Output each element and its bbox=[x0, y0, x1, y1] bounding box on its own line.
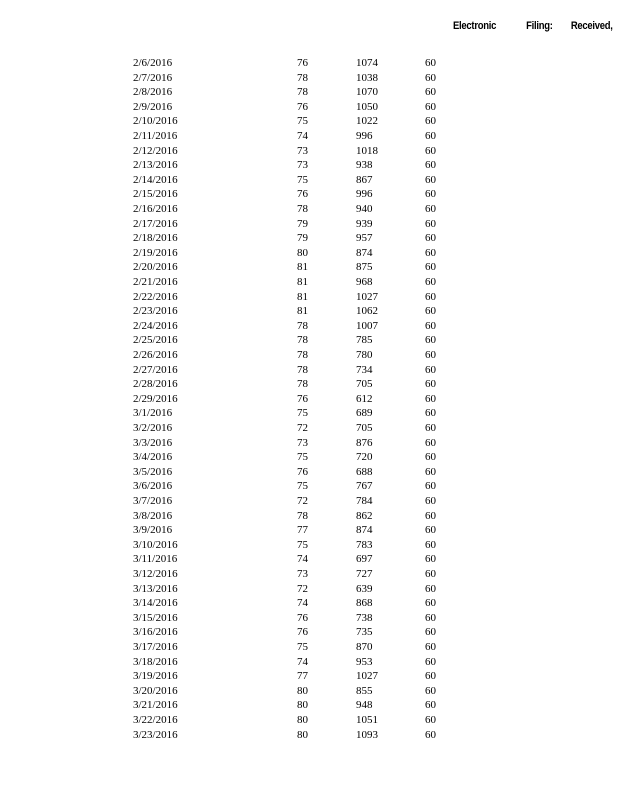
value-b-cell: 689 bbox=[356, 407, 373, 420]
date-cell: 2/10/2016 bbox=[133, 115, 178, 128]
value-c-cell: 60 bbox=[425, 728, 436, 741]
value-c-cell: 60 bbox=[425, 611, 436, 624]
value-b-cell: 996 bbox=[356, 130, 373, 142]
date-cell: 2/17/2016 bbox=[133, 217, 178, 230]
date-cell: 3/15/2016 bbox=[133, 611, 178, 624]
value-c-cell: 60 bbox=[425, 670, 436, 683]
value-b-cell: 688 bbox=[356, 465, 373, 478]
table-row bbox=[0, 246, 618, 261]
value-c-cell: 60 bbox=[425, 305, 436, 318]
value-a-cell: 78 bbox=[297, 349, 308, 361]
value-a-cell: 75 bbox=[297, 538, 308, 551]
value-a-cell: 76 bbox=[297, 392, 308, 405]
date-cell: 2/8/2016 bbox=[133, 86, 173, 99]
header-filing: Filing: bbox=[526, 20, 553, 32]
value-c-cell: 60 bbox=[425, 465, 436, 478]
date-cell: 3/9/2016 bbox=[133, 524, 173, 537]
value-b-cell: 939 bbox=[356, 217, 373, 230]
value-a-cell: 73 bbox=[297, 436, 308, 449]
table-row bbox=[0, 582, 618, 597]
value-b-cell: 1018 bbox=[356, 144, 378, 157]
value-b-cell: 735 bbox=[356, 626, 373, 639]
date-cell: 2/20/2016 bbox=[133, 261, 178, 274]
value-c-cell: 60 bbox=[425, 407, 436, 420]
value-b-cell: 1022 bbox=[356, 115, 378, 128]
value-b-cell: 996 bbox=[356, 188, 373, 201]
date-cell: 2/13/2016 bbox=[133, 159, 178, 172]
value-c-cell: 60 bbox=[425, 159, 436, 172]
value-c-cell: 60 bbox=[425, 203, 436, 215]
value-b-cell: 1070 bbox=[356, 86, 378, 99]
value-c-cell: 60 bbox=[425, 714, 436, 726]
table-row bbox=[0, 494, 618, 509]
value-c-cell: 60 bbox=[425, 684, 436, 697]
date-cell: 3/5/2016 bbox=[133, 465, 173, 478]
value-a-cell: 78 bbox=[297, 363, 308, 376]
table-row bbox=[0, 596, 618, 611]
date-cell: 3/22/2016 bbox=[133, 714, 178, 726]
table-row bbox=[0, 275, 618, 290]
value-b-cell: 1062 bbox=[356, 305, 378, 318]
value-a-cell: 78 bbox=[297, 203, 308, 215]
value-b-cell: 1027 bbox=[356, 670, 378, 683]
value-b-cell: 953 bbox=[356, 655, 373, 668]
header-received: Received, bbox=[570, 20, 613, 32]
table-row bbox=[0, 173, 618, 188]
value-c-cell: 60 bbox=[425, 626, 436, 639]
value-c-cell: 60 bbox=[425, 597, 436, 610]
value-a-cell: 78 bbox=[297, 319, 308, 332]
value-b-cell: 948 bbox=[356, 699, 373, 712]
date-cell: 2/12/2016 bbox=[133, 144, 178, 157]
date-cell: 3/3/2016 bbox=[133, 436, 173, 449]
table-row bbox=[0, 377, 618, 392]
value-a-cell: 78 bbox=[297, 378, 308, 391]
value-a-cell: 80 bbox=[297, 684, 308, 697]
value-a-cell: 72 bbox=[297, 495, 308, 507]
value-b-cell: 1050 bbox=[356, 100, 378, 113]
table-row bbox=[0, 85, 618, 100]
value-c-cell: 60 bbox=[425, 582, 436, 595]
table-row bbox=[0, 406, 618, 421]
value-a-cell: 78 bbox=[297, 334, 308, 347]
value-b-cell: 855 bbox=[356, 684, 373, 697]
value-a-cell: 77 bbox=[297, 670, 308, 683]
value-b-cell: 705 bbox=[356, 378, 373, 391]
value-a-cell: 80 bbox=[297, 246, 308, 259]
value-c-cell: 60 bbox=[425, 655, 436, 668]
value-b-cell: 734 bbox=[356, 363, 373, 376]
table-row bbox=[0, 611, 618, 626]
value-b-cell: 870 bbox=[356, 641, 373, 653]
value-c-cell: 60 bbox=[425, 641, 436, 653]
value-c-cell: 60 bbox=[425, 334, 436, 347]
table-row bbox=[0, 217, 618, 232]
value-c-cell: 60 bbox=[425, 553, 436, 566]
value-a-cell: 80 bbox=[297, 699, 308, 712]
value-b-cell: 767 bbox=[356, 480, 373, 493]
table-row bbox=[0, 479, 618, 494]
value-c-cell: 60 bbox=[425, 232, 436, 245]
value-a-cell: 75 bbox=[297, 173, 308, 186]
value-b-cell: 727 bbox=[356, 568, 373, 580]
value-c-cell: 60 bbox=[425, 480, 436, 493]
value-b-cell: 705 bbox=[356, 422, 373, 434]
table-row bbox=[0, 100, 618, 115]
value-b-cell: 1007 bbox=[356, 319, 378, 332]
value-b-cell: 612 bbox=[356, 392, 373, 405]
table-row bbox=[0, 728, 618, 743]
value-b-cell: 940 bbox=[356, 203, 373, 215]
date-cell: 2/21/2016 bbox=[133, 276, 178, 288]
table-row bbox=[0, 260, 618, 275]
value-a-cell: 76 bbox=[297, 100, 308, 113]
table-row bbox=[0, 363, 618, 378]
value-c-cell: 60 bbox=[425, 524, 436, 537]
value-c-cell: 60 bbox=[425, 276, 436, 288]
date-cell: 3/12/2016 bbox=[133, 568, 178, 580]
date-cell: 3/1/2016 bbox=[133, 407, 173, 420]
table-row bbox=[0, 421, 618, 436]
value-c-cell: 60 bbox=[425, 349, 436, 361]
value-c-cell: 60 bbox=[425, 392, 436, 405]
date-cell: 3/19/2016 bbox=[133, 670, 178, 683]
date-cell: 3/23/2016 bbox=[133, 728, 178, 741]
date-cell: 3/7/2016 bbox=[133, 495, 173, 507]
value-c-cell: 60 bbox=[425, 86, 436, 99]
value-c-cell: 60 bbox=[425, 363, 436, 376]
date-cell: 2/28/2016 bbox=[133, 378, 178, 391]
value-a-cell: 78 bbox=[297, 509, 308, 522]
value-b-cell: 1093 bbox=[356, 728, 378, 741]
value-b-cell: 780 bbox=[356, 349, 373, 361]
table-row bbox=[0, 655, 618, 670]
value-a-cell: 76 bbox=[297, 465, 308, 478]
date-cell: 2/22/2016 bbox=[133, 290, 178, 303]
value-c-cell: 60 bbox=[425, 188, 436, 201]
date-cell: 3/13/2016 bbox=[133, 582, 178, 595]
value-a-cell: 75 bbox=[297, 451, 308, 464]
value-b-cell: 738 bbox=[356, 611, 373, 624]
value-a-cell: 74 bbox=[297, 130, 308, 142]
table-row bbox=[0, 713, 618, 728]
date-cell: 3/21/2016 bbox=[133, 699, 178, 712]
table-row bbox=[0, 319, 618, 334]
date-cell: 2/14/2016 bbox=[133, 173, 178, 186]
table-row bbox=[0, 552, 618, 567]
value-a-cell: 80 bbox=[297, 728, 308, 741]
table-row bbox=[0, 523, 618, 538]
value-b-cell: 697 bbox=[356, 553, 373, 566]
table-row bbox=[0, 669, 618, 684]
table-row bbox=[0, 436, 618, 451]
table-row bbox=[0, 187, 618, 202]
value-b-cell: 785 bbox=[356, 334, 373, 347]
value-b-cell: 783 bbox=[356, 538, 373, 551]
table-row bbox=[0, 290, 618, 305]
value-a-cell: 75 bbox=[297, 641, 308, 653]
value-a-cell: 73 bbox=[297, 144, 308, 157]
value-a-cell: 75 bbox=[297, 115, 308, 128]
value-c-cell: 60 bbox=[425, 290, 436, 303]
value-c-cell: 60 bbox=[425, 538, 436, 551]
date-cell: 2/16/2016 bbox=[133, 203, 178, 215]
value-b-cell: 720 bbox=[356, 451, 373, 464]
value-a-cell: 77 bbox=[297, 524, 308, 537]
date-cell: 3/8/2016 bbox=[133, 509, 173, 522]
value-a-cell: 76 bbox=[297, 57, 308, 69]
table-row bbox=[0, 129, 618, 144]
date-cell: 3/2/2016 bbox=[133, 422, 173, 434]
table-row bbox=[0, 114, 618, 129]
value-a-cell: 74 bbox=[297, 597, 308, 610]
value-c-cell: 60 bbox=[425, 495, 436, 507]
value-a-cell: 72 bbox=[297, 582, 308, 595]
table-row bbox=[0, 202, 618, 217]
value-c-cell: 60 bbox=[425, 568, 436, 580]
value-a-cell: 76 bbox=[297, 626, 308, 639]
value-a-cell: 75 bbox=[297, 480, 308, 493]
value-b-cell: 876 bbox=[356, 436, 373, 449]
date-cell: 3/16/2016 bbox=[133, 626, 178, 639]
value-c-cell: 60 bbox=[425, 173, 436, 186]
value-a-cell: 81 bbox=[297, 290, 308, 303]
value-c-cell: 60 bbox=[425, 130, 436, 142]
table-row bbox=[0, 348, 618, 363]
table-row bbox=[0, 392, 618, 407]
table-row bbox=[0, 56, 618, 71]
value-b-cell: 784 bbox=[356, 495, 373, 507]
table-row bbox=[0, 698, 618, 713]
date-cell: 2/18/2016 bbox=[133, 232, 178, 245]
value-c-cell: 60 bbox=[425, 261, 436, 274]
value-a-cell: 75 bbox=[297, 407, 308, 420]
value-b-cell: 1027 bbox=[356, 290, 378, 303]
date-cell: 2/11/2016 bbox=[133, 130, 178, 142]
value-a-cell: 76 bbox=[297, 188, 308, 201]
value-c-cell: 60 bbox=[425, 699, 436, 712]
table-row bbox=[0, 231, 618, 246]
table-row bbox=[0, 509, 618, 524]
date-cell: 3/18/2016 bbox=[133, 655, 178, 668]
value-c-cell: 60 bbox=[425, 422, 436, 434]
date-cell: 2/24/2016 bbox=[133, 319, 178, 332]
date-cell: 2/19/2016 bbox=[133, 246, 178, 259]
table-row bbox=[0, 625, 618, 640]
date-cell: 2/27/2016 bbox=[133, 363, 178, 376]
table-row bbox=[0, 144, 618, 159]
date-cell: 3/20/2016 bbox=[133, 684, 178, 697]
table-row bbox=[0, 71, 618, 86]
table-row bbox=[0, 538, 618, 553]
value-a-cell: 74 bbox=[297, 553, 308, 566]
value-b-cell: 875 bbox=[356, 261, 373, 274]
date-cell: 3/10/2016 bbox=[133, 538, 178, 551]
date-cell: 3/17/2016 bbox=[133, 641, 178, 653]
value-c-cell: 60 bbox=[425, 509, 436, 522]
value-a-cell: 81 bbox=[297, 261, 308, 274]
value-b-cell: 1074 bbox=[356, 57, 378, 69]
value-c-cell: 60 bbox=[425, 100, 436, 113]
date-cell: 2/7/2016 bbox=[133, 71, 173, 84]
value-a-cell: 74 bbox=[297, 655, 308, 668]
value-a-cell: 73 bbox=[297, 159, 308, 172]
value-a-cell: 72 bbox=[297, 422, 308, 434]
date-cell: 2/29/2016 bbox=[133, 392, 178, 405]
header-electronic: Electronic bbox=[453, 20, 497, 32]
value-c-cell: 60 bbox=[425, 217, 436, 230]
value-b-cell: 639 bbox=[356, 582, 373, 595]
value-a-cell: 73 bbox=[297, 568, 308, 580]
value-b-cell: 938 bbox=[356, 159, 373, 172]
table-row bbox=[0, 640, 618, 655]
value-c-cell: 60 bbox=[425, 451, 436, 464]
value-a-cell: 80 bbox=[297, 714, 308, 726]
value-c-cell: 60 bbox=[425, 246, 436, 259]
value-a-cell: 76 bbox=[297, 611, 308, 624]
value-b-cell: 874 bbox=[356, 524, 373, 537]
table-row bbox=[0, 465, 618, 480]
table-row bbox=[0, 684, 618, 699]
date-cell: 2/23/2016 bbox=[133, 305, 178, 318]
value-c-cell: 60 bbox=[425, 436, 436, 449]
table-row bbox=[0, 333, 618, 348]
value-c-cell: 60 bbox=[425, 115, 436, 128]
value-b-cell: 1051 bbox=[356, 714, 378, 726]
value-b-cell: 868 bbox=[356, 597, 373, 610]
value-b-cell: 957 bbox=[356, 232, 373, 245]
value-a-cell: 79 bbox=[297, 217, 308, 230]
value-c-cell: 60 bbox=[425, 144, 436, 157]
value-c-cell: 60 bbox=[425, 319, 436, 332]
value-a-cell: 81 bbox=[297, 276, 308, 288]
date-cell: 2/15/2016 bbox=[133, 188, 178, 201]
value-a-cell: 81 bbox=[297, 305, 308, 318]
value-b-cell: 1038 bbox=[356, 71, 378, 84]
date-cell: 2/6/2016 bbox=[133, 57, 173, 69]
value-a-cell: 78 bbox=[297, 86, 308, 99]
table-row bbox=[0, 304, 618, 319]
value-a-cell: 78 bbox=[297, 71, 308, 84]
date-cell: 3/11/2016 bbox=[133, 553, 178, 566]
date-cell: 2/26/2016 bbox=[133, 349, 178, 361]
date-cell: 2/9/2016 bbox=[133, 100, 173, 113]
date-cell: 3/14/2016 bbox=[133, 597, 178, 610]
date-cell: 3/6/2016 bbox=[133, 480, 173, 493]
value-b-cell: 874 bbox=[356, 246, 373, 259]
value-b-cell: 862 bbox=[356, 509, 373, 522]
value-c-cell: 60 bbox=[425, 378, 436, 391]
value-b-cell: 867 bbox=[356, 173, 373, 186]
date-cell: 3/4/2016 bbox=[133, 451, 173, 464]
value-b-cell: 968 bbox=[356, 276, 373, 288]
table-row bbox=[0, 450, 618, 465]
value-c-cell: 60 bbox=[425, 71, 436, 84]
value-c-cell: 60 bbox=[425, 57, 436, 69]
table-row bbox=[0, 567, 618, 582]
date-cell: 2/25/2016 bbox=[133, 334, 178, 347]
value-a-cell: 79 bbox=[297, 232, 308, 245]
table-row bbox=[0, 158, 618, 173]
